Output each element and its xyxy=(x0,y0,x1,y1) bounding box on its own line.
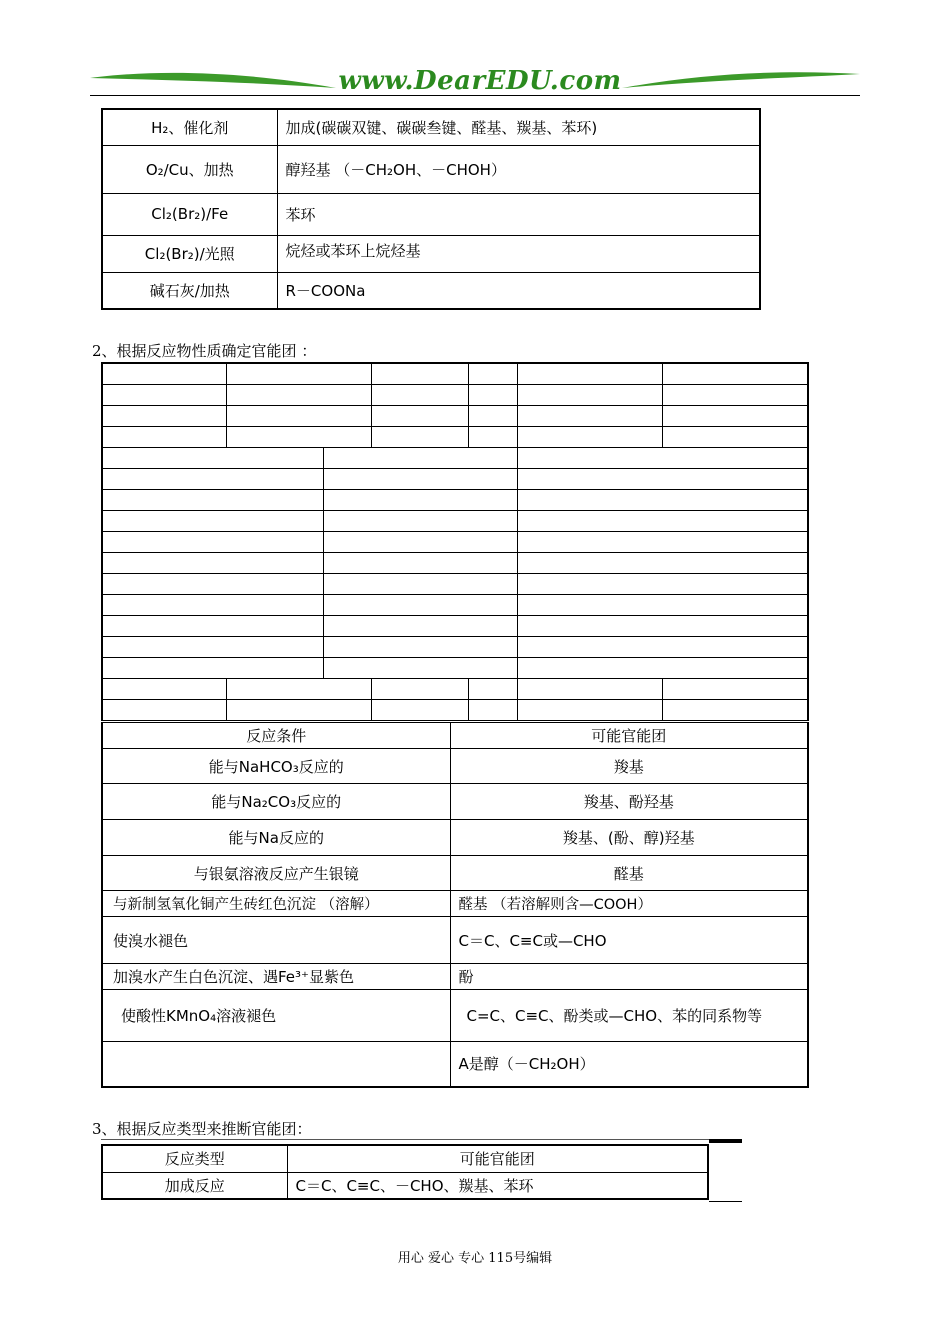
grid-row xyxy=(102,679,808,700)
grid-row xyxy=(102,511,808,532)
column-header: 可能官能团 xyxy=(450,723,808,749)
condition-cell xyxy=(102,1042,450,1087)
group-cell: 酚 xyxy=(450,964,808,990)
reaction-type-table xyxy=(101,1144,709,1200)
section-2-heading: 2、根据反应物性质确定官能团 ： xyxy=(92,342,317,360)
column-header: 反应条件 xyxy=(102,723,450,749)
group-cell: 醛基 xyxy=(450,856,808,891)
group-cell: 醛基 （若溶解则含—COOH） xyxy=(450,891,808,917)
column-header: 可能官能团 xyxy=(287,1145,708,1172)
table-row xyxy=(102,109,760,145)
table-row xyxy=(102,891,808,917)
grid-row xyxy=(102,658,808,679)
header-swoosh-right xyxy=(620,66,862,96)
grid-row xyxy=(102,700,808,721)
condition-cell: Cl₂(Br₂)/光照 xyxy=(102,235,277,272)
table-row xyxy=(102,193,760,235)
grid-row xyxy=(102,448,808,469)
condition-cell: 能与NaHCO₃反应的 xyxy=(102,749,450,784)
site-logo: www.DearEDU.com xyxy=(338,66,622,96)
group-cell: 羧基 xyxy=(450,749,808,784)
table-row xyxy=(102,820,808,856)
condition-cell: 碱石灰/加热 xyxy=(102,272,277,309)
table-row xyxy=(102,235,760,272)
group-cell: A是醇（－CH₂OH） xyxy=(450,1042,808,1087)
condition-cell: 使溴水褪色 xyxy=(102,917,450,964)
group-cell: 醇羟基 （－CH₂OH、－CHOH） xyxy=(277,145,760,193)
table-header-row xyxy=(102,1145,708,1172)
condition-cell: 加溴水产生白色沉淀、遇Fe³⁺显紫色 xyxy=(102,964,450,990)
group-cell: 羧基、(酚、醇)羟基 xyxy=(450,820,808,856)
condition-cell: H₂、催化剂 xyxy=(102,109,277,145)
group-cell: 加成(碳碳双键、碳碳叁键、醛基、羰基、苯环) xyxy=(277,109,760,145)
group-cell: C=C、C≡C、酚类或—CHO、苯的同系物等 xyxy=(450,990,808,1042)
table-row xyxy=(102,964,808,990)
condition-cell: O₂/Cu、加热 xyxy=(102,145,277,193)
condition-cell: 能与Na反应的 xyxy=(102,820,450,856)
table-row xyxy=(102,1172,708,1199)
table-row xyxy=(102,1042,808,1087)
grid-row xyxy=(102,427,808,448)
table-row xyxy=(102,749,808,784)
table-row xyxy=(102,784,808,820)
empty-grid-table xyxy=(101,362,809,721)
grid-row xyxy=(102,363,808,385)
page-footer: 用心 爱心 专心 115号编辑 xyxy=(397,1251,553,1266)
table-row xyxy=(102,856,808,891)
grid-row xyxy=(102,406,808,427)
reactant-property-table xyxy=(101,722,809,1088)
grid-row xyxy=(102,616,808,637)
type-cell: 加成反应 xyxy=(102,1172,287,1199)
grid-row xyxy=(102,553,808,574)
column-header: 反应类型 xyxy=(102,1145,287,1172)
reaction-condition-table xyxy=(101,108,761,310)
grid-row xyxy=(102,532,808,553)
group-cell: C＝C、C≡C、－CHO、羰基、苯环 xyxy=(287,1172,708,1199)
table-header-row xyxy=(102,723,808,749)
grid-row xyxy=(102,637,808,658)
table-row xyxy=(102,990,808,1042)
header-swoosh-left xyxy=(88,66,338,96)
condition-cell: 与新制氢氧化铜产生砖红色沉淀 （溶解） xyxy=(102,891,450,917)
grid-row xyxy=(102,574,808,595)
table-3-extension-bottom xyxy=(709,1201,742,1202)
header-rule xyxy=(90,95,860,96)
group-cell: 羧基、酚羟基 xyxy=(450,784,808,820)
table-row xyxy=(102,145,760,193)
grid-row xyxy=(102,469,808,490)
condition-cell: 使酸性KMnO₄溶液褪色 xyxy=(102,990,450,1042)
group-cell: 苯环 xyxy=(277,193,760,235)
section-3-heading: 3、根据反应类型来推断官能团： xyxy=(92,1120,312,1138)
table-row xyxy=(102,272,760,309)
condition-cell: 与银氨溶液反应产生银镜 xyxy=(102,856,450,891)
grid-row xyxy=(102,595,808,616)
group-cell: 烷烃或苯环上烷烃基 xyxy=(277,235,760,272)
table-3-extension-top xyxy=(709,1139,742,1143)
table-row xyxy=(102,917,808,964)
condition-cell: 能与Na₂CO₃反应的 xyxy=(102,784,450,820)
condition-cell: Cl₂(Br₂)/Fe xyxy=(102,193,277,235)
group-cell: R－COONa xyxy=(277,272,760,309)
table-3-top-rule xyxy=(101,1139,742,1140)
group-cell: C＝C、C≡C或—CHO xyxy=(450,917,808,964)
grid-row xyxy=(102,490,808,511)
grid-row xyxy=(102,385,808,406)
